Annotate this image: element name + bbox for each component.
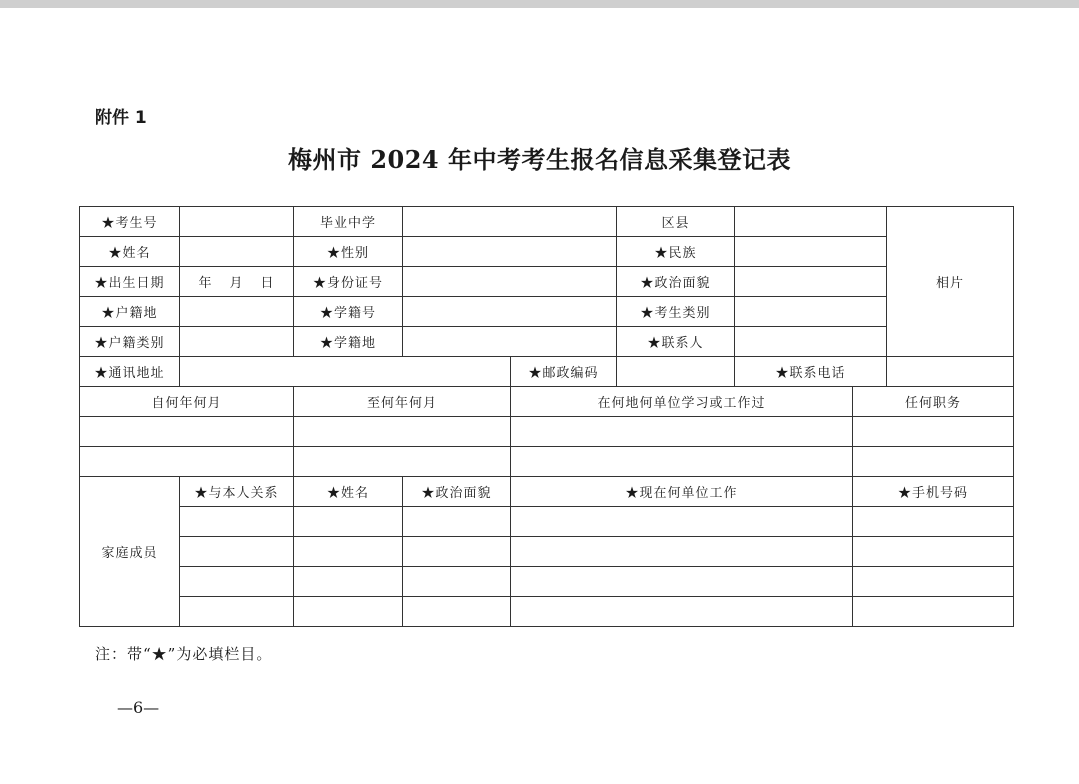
- history-position-header: 任何职务: [853, 387, 1014, 417]
- form-row-4: [80, 297, 1014, 327]
- family-row: [80, 507, 1014, 537]
- form-title: 梅州市 2024 年中考考生报名信息采集登记表: [287, 145, 791, 174]
- family-political-field[interactable]: [403, 597, 511, 627]
- form-row-2: [80, 237, 1014, 267]
- history-row: [80, 447, 1014, 477]
- history-header-row: [80, 387, 1014, 417]
- family-phone-field[interactable]: [853, 507, 1014, 537]
- student-registry-place-field[interactable]: [403, 327, 617, 357]
- family-name-field[interactable]: [294, 567, 403, 597]
- family-name-field[interactable]: [294, 597, 403, 627]
- graduation-school-field[interactable]: [403, 207, 617, 237]
- graduation-school-label: 毕业中学: [294, 207, 403, 237]
- family-row: [80, 597, 1014, 627]
- family-header-row: [80, 477, 1014, 507]
- history-to-field[interactable]: [294, 417, 511, 447]
- contact-person-field[interactable]: [735, 327, 887, 357]
- family-employer-field[interactable]: [511, 597, 853, 627]
- history-position-field[interactable]: [853, 447, 1014, 477]
- family-name-header: ★姓名: [294, 477, 403, 507]
- id-number-field[interactable]: [403, 267, 617, 297]
- contact-person-label: ★联系人: [617, 327, 735, 357]
- mailing-address-label: ★通讯地址: [80, 357, 180, 387]
- family-employer-header: ★现在何单位工作: [511, 477, 853, 507]
- history-row: [80, 417, 1014, 447]
- required-fields-note: 注：带“★”为必填栏目。: [95, 645, 273, 663]
- family-political-header: ★政治面貌: [403, 477, 511, 507]
- family-relation-field[interactable]: [180, 597, 294, 627]
- family-relation-field[interactable]: [180, 507, 294, 537]
- family-relation-field[interactable]: [180, 567, 294, 597]
- photo-box: 相片: [887, 207, 1014, 357]
- gender-field[interactable]: [403, 237, 617, 267]
- top-border-bar: [0, 0, 1079, 8]
- family-row: [80, 567, 1014, 597]
- student-number-field[interactable]: [403, 297, 617, 327]
- form-row-5: [80, 327, 1014, 357]
- household-registration-label: ★户籍地: [80, 297, 180, 327]
- family-row: [80, 537, 1014, 567]
- family-phone-field[interactable]: [853, 597, 1014, 627]
- household-registration-field[interactable]: [180, 297, 294, 327]
- student-number-label: ★学籍号: [294, 297, 403, 327]
- attachment-label: 附件 1: [95, 108, 147, 128]
- registration-form-table: [79, 206, 1014, 627]
- page-number: —6—: [117, 698, 160, 717]
- candidate-category-label: ★考生类别: [617, 297, 735, 327]
- mailing-address-field[interactable]: [180, 357, 511, 387]
- family-employer-field[interactable]: [511, 567, 853, 597]
- household-type-field[interactable]: [180, 327, 294, 357]
- birth-date-field[interactable]: [180, 267, 294, 297]
- history-from-header: 自何年何月: [80, 387, 294, 417]
- form-row-6: [80, 357, 1014, 387]
- family-phone-field[interactable]: [853, 567, 1014, 597]
- family-political-field[interactable]: [403, 507, 511, 537]
- name-label: ★姓名: [80, 237, 180, 267]
- name-field[interactable]: [180, 237, 294, 267]
- history-from-field[interactable]: [80, 417, 294, 447]
- history-to-header: 至何年何月: [294, 387, 511, 417]
- history-to-field[interactable]: [294, 447, 511, 477]
- family-phone-field[interactable]: [853, 537, 1014, 567]
- political-status-label: ★政治面貌: [617, 267, 735, 297]
- form-row-1: [80, 207, 1014, 237]
- household-type-label: ★户籍类别: [80, 327, 180, 357]
- family-phone-header: ★手机号码: [853, 477, 1014, 507]
- gender-label: ★性别: [294, 237, 403, 267]
- birth-date-label: ★出生日期: [80, 267, 180, 297]
- month-label: 月: [229, 276, 244, 291]
- political-status-field[interactable]: [735, 267, 887, 297]
- family-name-field[interactable]: [294, 537, 403, 567]
- family-name-field[interactable]: [294, 507, 403, 537]
- candidate-number-label: ★考生号: [80, 207, 180, 237]
- family-members-label: 家庭成员: [80, 477, 180, 627]
- id-number-label: ★身份证号: [294, 267, 403, 297]
- candidate-number-field[interactable]: [180, 207, 294, 237]
- history-position-field[interactable]: [853, 417, 1014, 447]
- family-relation-header: ★与本人关系: [180, 477, 294, 507]
- year-label: 年: [198, 276, 213, 291]
- history-place-header: 在何地何单位学习或工作过: [511, 387, 853, 417]
- contact-phone-label: ★联系电话: [735, 357, 887, 387]
- postal-code-label: ★邮政编码: [511, 357, 617, 387]
- day-label: 日: [260, 276, 275, 291]
- district-field[interactable]: [735, 207, 887, 237]
- candidate-category-field[interactable]: [735, 297, 887, 327]
- form-row-3: [80, 267, 1014, 297]
- family-employer-field[interactable]: [511, 537, 853, 567]
- family-relation-field[interactable]: [180, 537, 294, 567]
- district-label: 区县: [617, 207, 735, 237]
- family-political-field[interactable]: [403, 567, 511, 597]
- history-place-field[interactable]: [511, 447, 853, 477]
- contact-phone-field[interactable]: [887, 357, 1014, 387]
- family-employer-field[interactable]: [511, 507, 853, 537]
- family-political-field[interactable]: [403, 537, 511, 567]
- history-from-field[interactable]: [80, 447, 294, 477]
- postal-code-field[interactable]: [617, 357, 735, 387]
- history-place-field[interactable]: [511, 417, 853, 447]
- ethnicity-label: ★民族: [617, 237, 735, 267]
- student-registry-place-label: ★学籍地: [294, 327, 403, 357]
- ethnicity-field[interactable]: [735, 237, 887, 267]
